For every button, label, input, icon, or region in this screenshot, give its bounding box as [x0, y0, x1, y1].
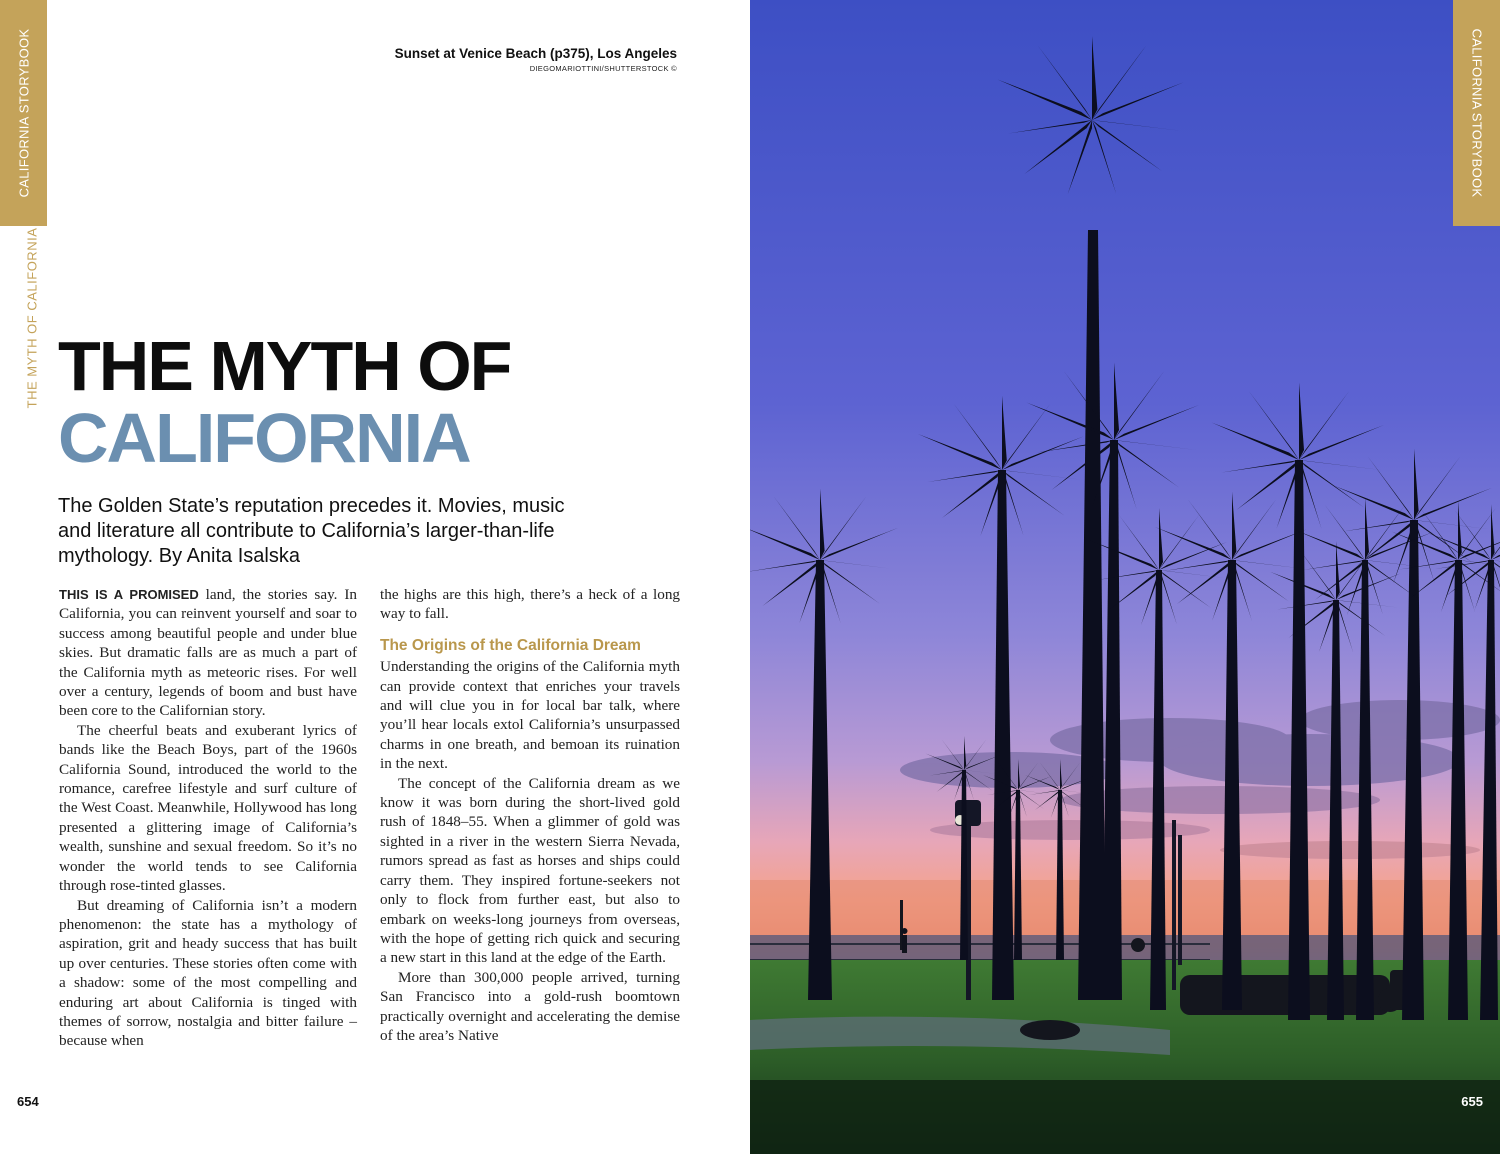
paragraph: the highs are this high, there’s a heck of a long way to fall.: [380, 586, 680, 623]
caption-title: Sunset at Venice Beach (p375), Los Angeles: [394, 46, 677, 61]
palm-sunset-illustration: [750, 0, 1500, 1154]
headline-line-1: THE MYTH OF: [58, 327, 511, 405]
lead-in: THIS IS A PROMISED: [59, 587, 199, 602]
page-number-left: 654: [17, 1094, 39, 1109]
body-column-1: [59, 585, 357, 1051]
paragraph: The concept of the California dream as we know it was born during the short-lived gold rush of 1848–55. When a glimmer of gold was sighted in a river in the western Sierra Nevada, rumors spread as fast as horses and ships could carry them. They inspired fortune-seekers not only to flock from further east, but also to embark on weeks-long journeys from overseas, with the hope of getting rich quick and securing a new start in this land at the edge of the Earth.: [380, 774, 680, 967]
paragraph: But dreaming of California isn’t a modern phenomenon: the state has a mythology of aspiration, grit and heady success that has built up over centuries. These stories often come with a shadow: some of the most compelling and enduring art about California is tinged with themes of sorrow, nostalgia and bitter failure – because when: [59, 896, 357, 1050]
people-silhouettes: [902, 928, 908, 953]
section-tab-right-label: CALIFORNIA STORYBOOK: [1469, 28, 1484, 198]
venice-beach-photo: [750, 0, 1500, 1154]
headline-line-2: CALIFORNIA: [58, 399, 470, 477]
paragraph: [59, 585, 357, 721]
subheading: The Origins of the California Dream: [380, 636, 641, 654]
chapter-side-title: THE MYTH OF CALIFORNIA: [24, 227, 40, 409]
section-tab-right: [1453, 0, 1500, 226]
section-tab-label: CALIFORNIA STORYBOOK: [16, 28, 31, 198]
standfirst: The Golden State’s reputation precedes it. Movies, music and literature all contribute to California’s larger-than-life mythology. By Anita Isalska: [58, 495, 565, 567]
section-tab: [0, 0, 47, 226]
paragraph: The cheerful beats and exuberant lyrics of bands like the Beach Boys, part of the 1960s California Sound, introduced the world to the romance, carefree lifestyle and surf culture of the West Coast. Meanwhile, Hollywood has long presented a glittering image of California’s wealth, sunshine and sexual freedom. So it’s no wonder the world tends to see California through rose-tinted glasses.: [59, 721, 357, 895]
paragraph-text: land, the stories say. In California, you can reinvent yourself and soar to success among beautiful people and under blue skies. But dramatic falls are as much a part of the California myth as meteoric rises. For well over a century, legends of boom and bust have been core to the Californian story.: [59, 586, 358, 720]
paragraph: Understanding the origins of the California myth can provide context that enriches your travels and will clue you in for local bar talk, where you’ll hear locals extol California’s unsurpassed charms in one breath, and bemoan its ruination in the next.: [380, 658, 680, 773]
caption-credit: DIEGOMARIOTTINI/SHUTTERSTOCK ©: [529, 64, 677, 73]
paragraph: More than 300,000 people arrived, turning San Francisco into a gold-rush boomtown practically overnight and accelerating the demise of the area’s Native: [380, 968, 680, 1044]
body-column-2: [380, 585, 680, 1045]
photo-caption: [395, 46, 677, 73]
page-number-right: 655: [1461, 1094, 1483, 1109]
headline: [58, 327, 511, 477]
